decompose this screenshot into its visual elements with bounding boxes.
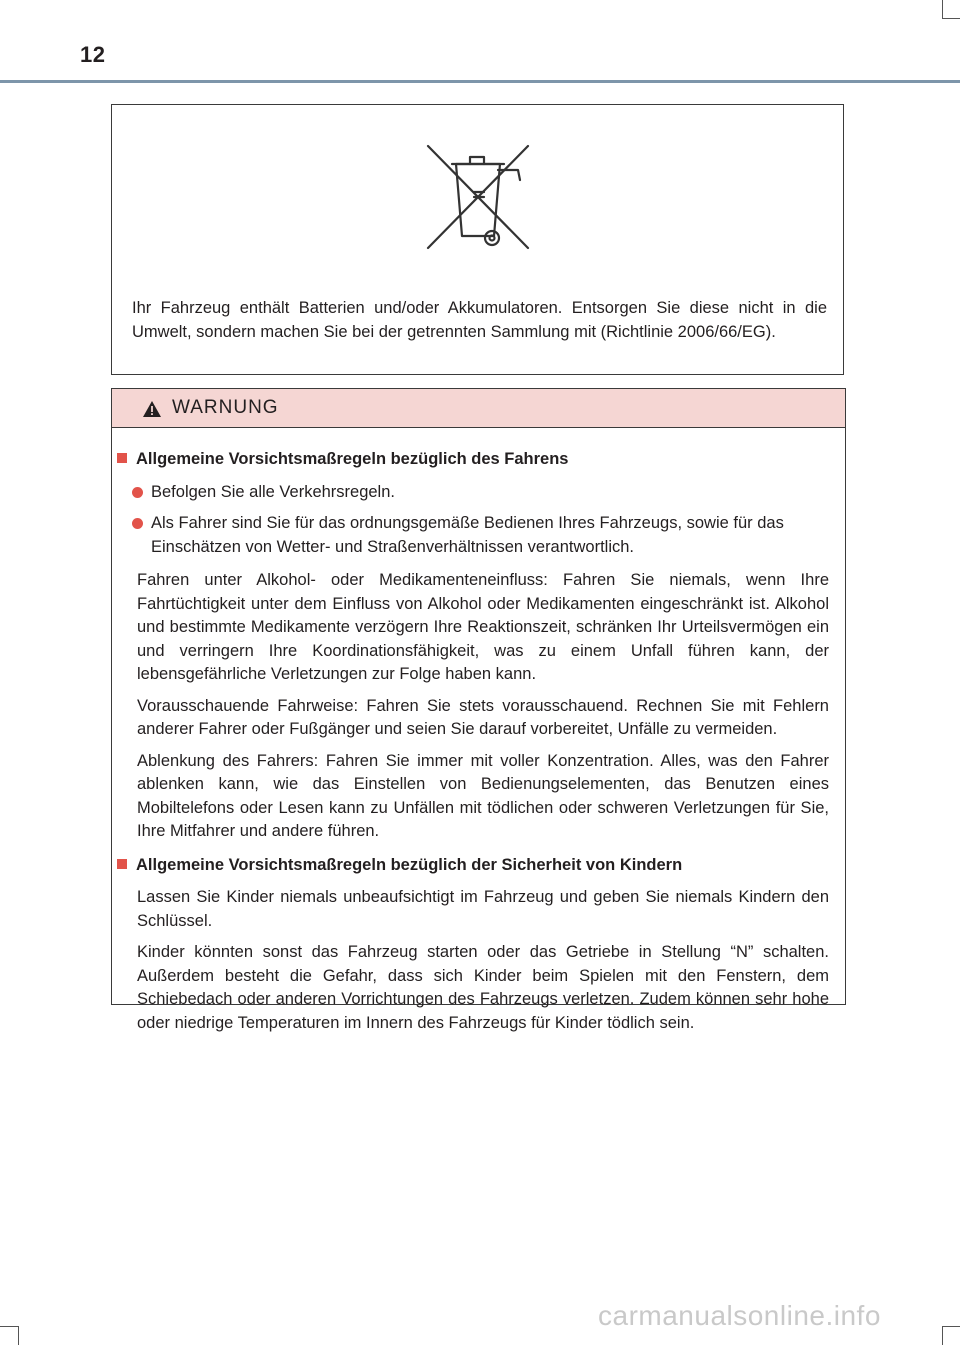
crossed-out-wheelie-bin-icon [422, 140, 534, 254]
crop-mark [0, 1326, 18, 1327]
disposal-notice [111, 104, 844, 375]
section-title [117, 854, 829, 878]
crop-mark [942, 0, 943, 18]
list-item-text: Befolgen Sie alle Verkehrsregeln. [151, 482, 395, 501]
paragraph: Kinder könnten sonst das Fahrzeug starten oder das Getriebe in Stellung “N” schalten. Außerdem besteht die Gefahr, dass sich Kinder beim Spielen mit den Fenstern, dem Schiebedach oder anderen Vorrichtungen des Fahrzeugs verletzen. Zudem können sehr hohe oder niedrige Temperaturen im Innern des Fahrzeugs für Kinder tödlich sein. [137, 943, 829, 1032]
paragraph: Fahren unter Alkohol- oder Medikamenteneinfluss: Fahren Sie niemals, wenn Ihre Fahrtüchtigkeit unter dem Einfluss von Alkohol oder Medikamenten eingeschränkt ist. Alkohol und bestimmte Medikamente verzögern Ihre Reaktionszeit, schränken Ihr Urteilsvermögen ein und verringern Ihre Koordinationsfähigkeit, was zu einem Unfall führen kann, der lebensgefährliche Verletzungen zur Folge haben kann. [137, 571, 829, 683]
round-bullet-icon [132, 518, 143, 529]
warning-title: WARNUNG [172, 397, 279, 418]
list-item [132, 481, 829, 505]
square-bullet-icon [117, 859, 127, 869]
paragraph: Ablenkung des Fahrers: Fahren Sie immer mit voller Konzentration. Alles, was den Fahrer ablenken kann, wie das Einstellen von Bedienungselementen, das Benutzen eines Mobiltelefons oder Lesen kann zu Unfällen mit tödlichen oder schweren Verletzungen für Sie, Ihre Mitfahrer und andere führen. [137, 751, 829, 840]
warning-header [112, 389, 845, 428]
list-item-text: Als Fahrer sind Sie für das ordnungsgemäße Bedienen Ihres Fahrzeugs, sowie für das Einschätzen von Wetter- und Straßenverhältnissen verantwortlich. [151, 514, 784, 556]
warning-triangle-icon [142, 400, 162, 418]
list-item [132, 512, 829, 559]
crop-mark [942, 18, 960, 19]
crop-mark [942, 1326, 943, 1345]
paragraph: Vorausschauende Fahrweise: Fahren Sie stets vorausschauend. Rechnen Sie mit Fehlern anderer Fahrer oder Fußgänger und seien Sie darauf vorbereitet, Unfälle zu vermeiden. [137, 696, 829, 738]
warning-body [112, 428, 845, 1035]
section-title [117, 448, 829, 472]
disposal-notice-text: Ihr Fahrzeug enthält Batterien und/oder Akkumulatoren. Entsorgen Sie diese nicht in die Umwelt, sondern machen Sie bei der getrennten Sammlung mit (Richtlinie 2006/66/EG). [132, 299, 827, 341]
crop-mark [18, 1326, 19, 1345]
paragraph: Lassen Sie Kinder niemals unbeaufsichtigt im Fahrzeug und geben Sie niemals Kindern den Schlüssel. [137, 888, 829, 930]
round-bullet-icon [132, 487, 143, 498]
warning-box [111, 388, 846, 1032]
header-rule [0, 80, 960, 83]
crop-mark [942, 1326, 960, 1327]
footer-watermark: carmanualsonline.info [598, 1300, 881, 1331]
section-title-text: Allgemeine Vorsichtsmaßregeln bezüglich der Sicherheit von Kindern [136, 855, 683, 874]
square-bullet-icon [117, 453, 127, 463]
section-title-text: Allgemeine Vorsichtsmaßregeln bezüglich des Fahrens [136, 450, 569, 468]
page-number: 12 [80, 42, 106, 67]
